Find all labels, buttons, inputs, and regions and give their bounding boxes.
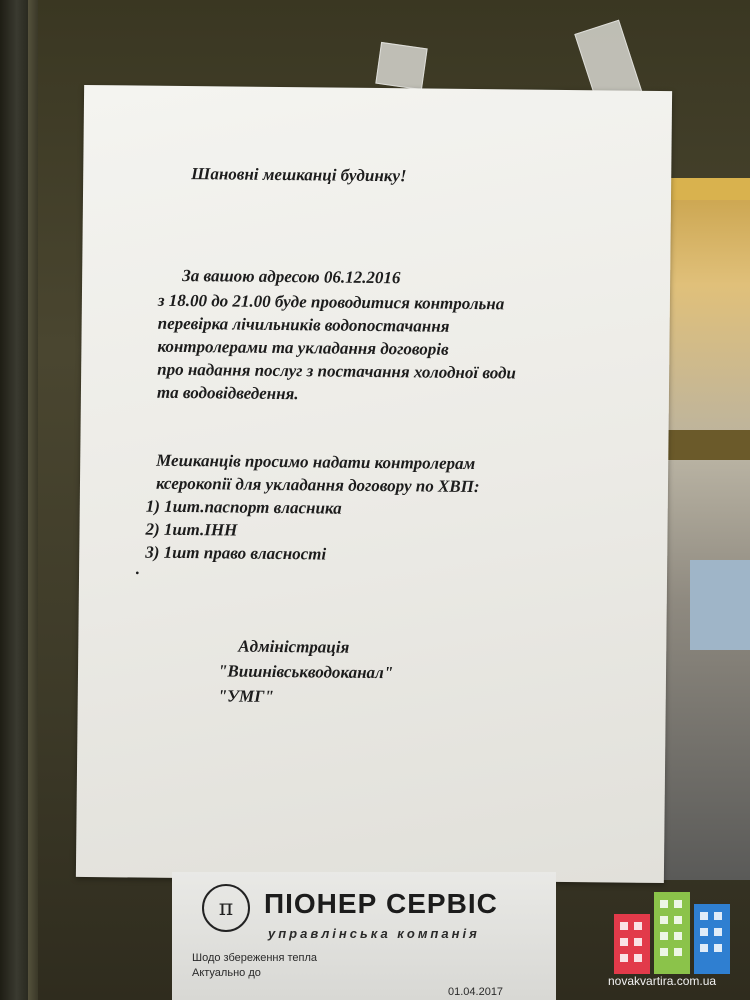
signature-line: "УМГ" xyxy=(217,686,274,706)
request-line: ксерокопії для укладання договору по ХВП: xyxy=(155,473,480,497)
notice-line: За вашою адресою 06.12.2016 xyxy=(182,265,401,288)
signature-line: Адміністрація xyxy=(238,636,350,657)
window-frame-top xyxy=(660,178,750,200)
notice-line: з 18.00 до 21.00 буде проводитися контрольна xyxy=(157,290,505,314)
card-date: 01.04.2017 xyxy=(448,986,504,998)
notice-line: перевірка лічильників водопостачання xyxy=(157,313,450,336)
door-frame-edge xyxy=(28,0,38,1000)
tape-strip-left xyxy=(375,42,427,90)
request-line: Мешканців просимо надати контролерам xyxy=(156,450,476,474)
window-reflection xyxy=(690,560,750,650)
document-item: 2) 1шт.ІНН xyxy=(145,519,238,540)
watermark-text: novakvartira.com.ua xyxy=(608,974,717,988)
stray-bullet: · xyxy=(134,563,140,583)
card-line: Актуально до xyxy=(192,967,261,979)
window-shade xyxy=(660,430,750,460)
background-window xyxy=(660,180,750,880)
pi-logo-icon: π xyxy=(202,884,250,932)
watermark-building-blue xyxy=(694,904,730,974)
company-card xyxy=(172,872,556,1000)
watermark-building-red xyxy=(614,914,650,974)
notice-greeting: Шановні мешканці будинку! xyxy=(191,164,407,186)
card-line: Шодо збереження тепла xyxy=(192,952,318,964)
notice-line: та водовідведення. xyxy=(156,382,299,404)
door-frame xyxy=(0,0,28,1000)
notice-line: про надання послуг з постачання холодної води xyxy=(157,359,517,383)
watermark-logo-icon xyxy=(614,892,730,974)
document-item: 3) 1шт право власності xyxy=(145,542,327,564)
watermark-building-green xyxy=(654,892,690,974)
notice-line: контролерами та укладання договорів xyxy=(157,336,449,359)
brand-subtitle: управлінська компанія xyxy=(268,926,480,941)
brand-name: ПІОНЕР СЕРВІС xyxy=(264,888,498,919)
signature-line: "Вишнівськводоканал" xyxy=(217,661,394,683)
document-item: 1) 1шт.паспорт власника xyxy=(145,496,342,518)
notice-sheet xyxy=(76,85,672,883)
